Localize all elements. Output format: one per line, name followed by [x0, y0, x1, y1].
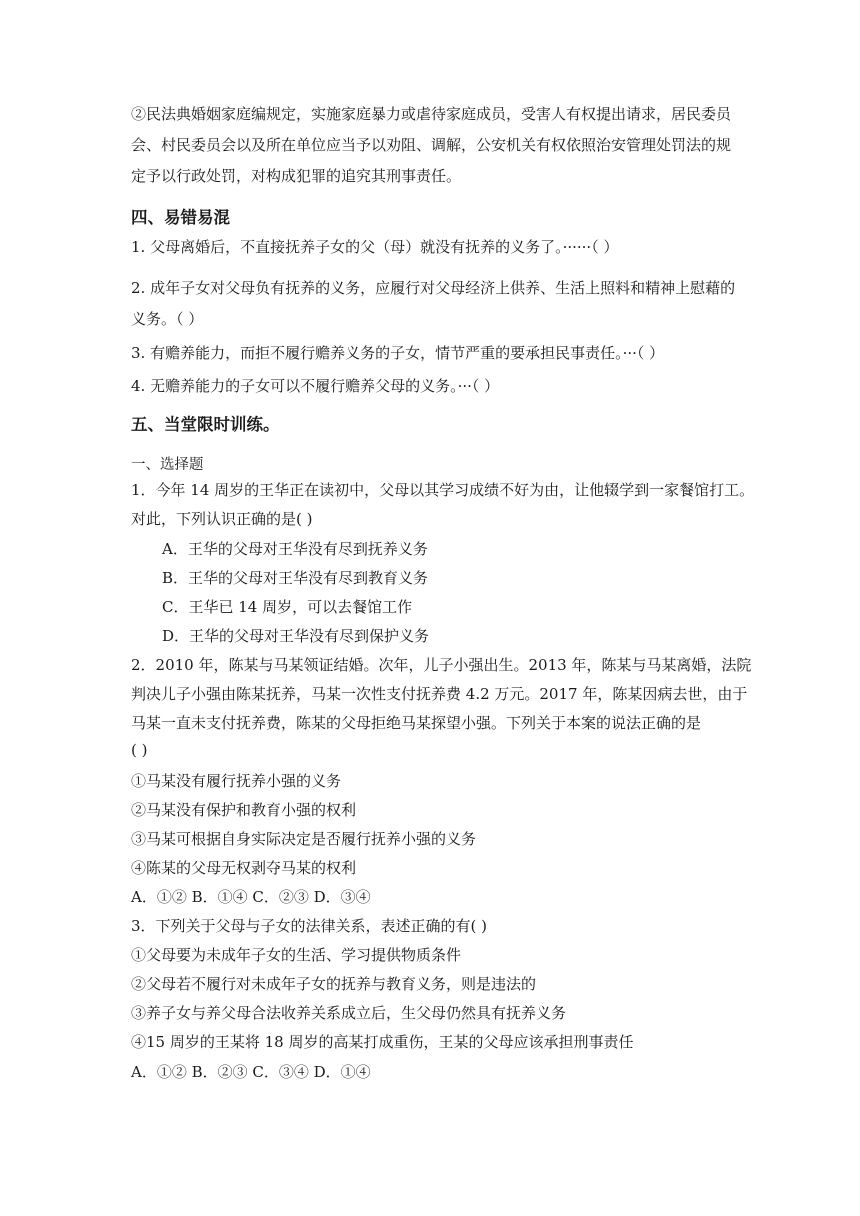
question-2-statement: ④陈某的父母无权剥夺马某的权利: [131, 859, 357, 877]
section-heading-training: 五、当堂限时训练。: [131, 415, 280, 434]
question-1-option: D．王华的父母对王华没有尽到保护义务: [162, 627, 430, 645]
question-2-statement: ②马某没有保护和教育小强的权利: [131, 801, 357, 819]
error-item: 3. 有赡养能力，而拒不履行赡养义务的子女，情节严重的要承担民事责任。···（ ）: [131, 344, 665, 362]
question-2-statement: ③马某可根据自身实际决定是否履行抚养小强的义务: [131, 830, 477, 848]
question-3-statement: ②父母若不履行对未成年子女的抚养与教育义务，则是违法的: [131, 975, 537, 993]
question-2-line: 马某一直未支付抚养费，陈某的父母拒绝马某探望小强。下列关于本案的说法正确的是: [131, 714, 702, 732]
question-1-option: A．王华的父母对王华没有尽到抚养义务: [162, 540, 428, 558]
question-1-line: 1．今年 14 周岁的王华正在读初中，父母以其学习成绩不好为由，让他辍学到一家餐馆打工。: [131, 481, 755, 499]
errors-list: [131, 232, 736, 402]
error-item: 1. 父母离婚后，不直接抚养子女的父（母）就没有抚养的义务了。······（ ）: [131, 238, 619, 256]
intro-paragraph: [131, 99, 736, 192]
question-1-line: 对此，下列认识正确的是( ): [131, 510, 313, 528]
section-heading-errors: 四、易错易混: [131, 208, 230, 227]
question-3-statement: ①父母要为未成年子女的生活、学习提供物质条件: [131, 946, 462, 964]
question-1-option: B．王华的父母对王华没有尽到教育义务: [162, 569, 429, 587]
intro-line: ②民法典婚姻家庭编规定，实施家庭暴力或虐待家庭成员，受害人有权提出请求，居民委员: [131, 105, 732, 123]
question-3-statement: ③养子女与养父母合法收养关系成立后，生父母仍然具有抚养义务: [131, 1004, 567, 1022]
question-2-line: 判决儿子小强由陈某抚养，马某一次性支付抚养费 4.2 万元。2017 年，陈某因病去世，由于: [131, 685, 748, 703]
subheading-choice: 一、选择题: [131, 457, 204, 473]
question-2-statement: ①马某没有履行抚养小强的义务: [131, 772, 342, 790]
intro-line: 会、村民委员会以及所在单位应当予以劝阻、调解，公安机关有权依照治安管理处罚法的规: [131, 136, 732, 154]
question-3-line: 3．下列关于父母与子女的法律关系，表述正确的有( ): [131, 917, 488, 935]
question-1-option: C．王华已 14 周岁，可以去餐馆工作: [162, 598, 413, 616]
question-2-line: 2．2010 年，陈某与马某领证结婚。次年，儿子小强出生。2013 年，陈某与马某离婚，法院: [131, 656, 752, 674]
error-item: 义务。（ ）: [131, 310, 204, 328]
question-3-statement: ④15 周岁的王某将 18 周岁的高某打成重伤，王某的父母应该承担刑事责任: [131, 1033, 634, 1051]
error-item: 4. 无赡养能力的子女可以不履行赡养父母的义务。···（ ）: [131, 377, 500, 395]
intro-line: 定予以行政处罚，对构成犯罪的追究其刑事责任。: [131, 167, 462, 185]
question-3-answers: A．①② B．②③ C．③④ D．①④: [131, 1063, 371, 1081]
error-item: 2. 成年子女对父母负有抚养的义务，应履行对父母经济上供养、生活上照料和精神上慰藉的: [131, 279, 736, 297]
question-2-answers: A．①② B．①④ C．②③ D．③④: [131, 888, 371, 906]
question-2-line: ( ): [131, 741, 148, 759]
